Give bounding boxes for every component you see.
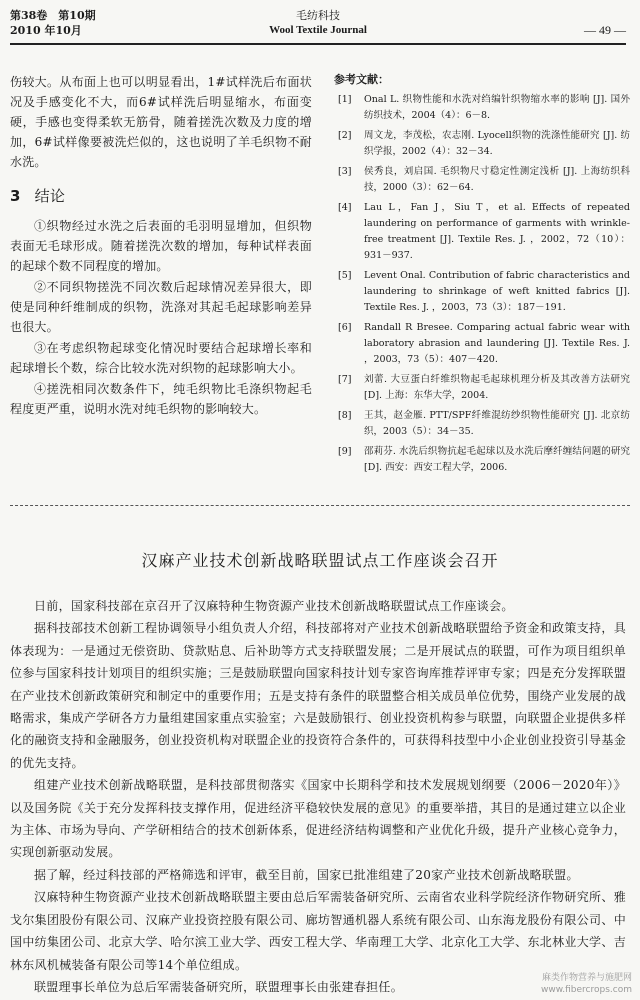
reference-item [334, 92, 630, 124]
reference-item [334, 200, 630, 264]
section-number: 3 [10, 187, 21, 205]
header-rule [10, 43, 626, 45]
reference-number: [6] [338, 322, 352, 333]
journal-name [10, 8, 626, 38]
reference-text: Randall R Bresee. Comparing actual fabric wear with laboratory abrasion and laundering [J]. Textile Res. J. ，2003，73（5）：407－420. [364, 322, 630, 365]
news-paragraph: 联盟理事长单位为总后军需装备研究所，联盟理事长由张建春担任。 [34, 979, 404, 994]
news-paragraph: 汉麻特种生物资源产业技术创新战略联盟主要由总后军需装备研究所、云南省农业科学院经济作物研究所、雅戈尔集团股份有限公司、汉麻产业投资控股有限公司、廊坊智通机器人系统有限公司、山东海龙股份有限公司、中国中纺集团公司、北京大学、哈尔滨工业大学、西安工程大学、华南理工大学、北京化工大学、东北林业大学、吉林东风机械装备有限公司等14个单位组成。 [10, 890, 626, 972]
watermark-line: www.fibercrops.com [541, 985, 632, 995]
news-paragraph: 日前，国家科技部在京召开了汉麻特种生物资源产业技术创新战略联盟试点工作座谈会。 [34, 599, 514, 613]
reference-number: [7] [338, 374, 352, 385]
reference-text: Lau L，Fan J，Siu T，et al. Effects of repeated laundering on performance of garments with wrinkle-free treatment [J]. Textile Res. J. ，2002，72（10）：931－937. [364, 202, 630, 261]
reference-text: 侯秀良，刘启国. 毛织物尺寸稳定性测定浅析 [J]. 上海纺织科技，2000（3）：62－64. [364, 166, 630, 193]
reference-item [334, 320, 630, 368]
reference-item [334, 408, 630, 440]
reference-item [334, 128, 630, 160]
reference-number: [3] [338, 166, 352, 177]
conclusion-item: ②不同织物搓洗不同次数后起球情况差异很大，即使是同种纤维制成的织物，洗涤对其起毛起球影响差异也很大。 [10, 280, 312, 334]
reference-text: 周文龙，李茂松，农志刚. Lyocell织物的洗涤性能研究 [J]. 纺织学报，2002（4）：32－34. [364, 130, 630, 157]
reference-number: [4] [338, 202, 352, 213]
section-heading [10, 186, 312, 206]
news-title: 汉麻产业技术创新战略联盟试点工作座谈会召开 [141, 551, 499, 570]
left-column [10, 72, 312, 420]
reference-number: [9] [338, 446, 352, 457]
reference-number: [8] [338, 410, 352, 421]
conclusion-item: ①织物经过水洗之后表面的毛羽明显增加，但织物表面无毛球形成。随着搓洗次数的增加，每种试样表面的起球个数不同程度的增加。 [10, 219, 312, 273]
section-title: 结论 [34, 187, 66, 205]
intro-paragraph: 伤较大。从布面上也可以明显看出，1#试样洗后布面状况及手感变化不大，而6#试样洗后明显缩水，布面变硬，手感也变得柔软无筋骨，随着搓洗次数及力度的增加，6#试样像要被洗烂似的，这也说明了羊毛织物不耐水洗。 [10, 75, 312, 169]
conclusion-item: ③在考虑织物起球变化情况时要结合起球增长率和起球增长个数，综合比较水洗对织物的起球影响大小。 [10, 341, 312, 375]
references-title: 参考文献： [334, 73, 389, 86]
page-header [10, 6, 626, 58]
reference-text: Onal L. 织物性能和水洗对绉编针织物缩水率的影响 [J]. 国外纺织技术，2004（4）：6－8. [364, 94, 630, 121]
news-body [10, 595, 626, 998]
volume-issue: 第38卷 第10期 [10, 9, 96, 22]
reference-item [334, 372, 630, 404]
journal-name-cn: 毛纺科技 [296, 9, 340, 22]
reference-number: [1] [338, 94, 352, 105]
reference-number: [2] [338, 130, 352, 141]
conclusion-item: ④搓洗相同次数条件下，纯毛织物比毛涤织物起毛程度更严重，说明水洗对纯毛织物的影响较大。 [10, 382, 312, 416]
reference-text: 邵莉芬. 水洗后织物抗起毛起球以及水洗后摩纤缠结问题的研究 [D]. 西安：西安工程大学，2006. [364, 446, 630, 473]
news-paragraph: 据科技部技术创新工程协调领导小组负责人介绍，科技部将对产业技术创新战略联盟给予资金和政策支持，具体表现为：一是通过无偿资助、贷款贴息、后补助等方式支持联盟发展；二是开展试点的联盟，可作为项目组织单位参与国家科技计划项目的组织实施；三是鼓励联盟向国家科技计划专家咨询库推荐评审专家；四是充分发挥联盟在产业技术创新政策研究和制定中的重要作用；五是支持有条件的联盟整合相关成员单位优势，围绕产业发展的战略需求，集成产学研各方力量组建国家重点实验室；六是鼓励银行、创业投资机构参与联盟，向联盟企业提供多样化的融资支持和金融服务，创业投资机构对联盟企业的投资符合条件的，可获得科技型中小企业创业投资引导基金的优先支持。 [10, 621, 626, 770]
reference-text: 刘蕾. 大豆蛋白纤维织物起毛起球机理分析及其改善方法研究 [D]. 上海：东华大学，2004. [364, 374, 630, 401]
reference-item [334, 268, 630, 316]
references-column [334, 72, 630, 480]
section-divider [10, 505, 630, 506]
watermark-line: 麻类作物营养与施肥网 [541, 973, 632, 983]
reference-number: [5] [338, 270, 352, 281]
reference-text: 王其，赵金雁. PTT/SPF纤维混纺纱织物性能研究 [J]. 北京纺织，2003（5）：34－35. [364, 410, 630, 437]
journal-name-en: Wool Textile Journal [269, 24, 367, 36]
reference-text: Levent Onal. Contribution of fabric characteristics and laundering to shrinkage of weft knitted fabrics [J]. Textile Res. J. ，2003，73（3）：187－191. [364, 270, 630, 313]
reference-item [334, 444, 630, 476]
news-paragraph: 组建产业技术创新战略联盟，是科技部贯彻落实《国家中长期科学和技术发展规划纲要（2006－2020年）》以及国务院《关于充分发挥科技支撑作用，促进经济平稳较快发展的意见》的重要举措，其目的是通过建立以企业为主体、市场为导向、产学研相结合的技术创新体系，促进经济结构调整和产业优化升级，提升产业核心竞争力，实现创新驱动发展。 [10, 778, 626, 860]
news-paragraph: 据了解，经过科技部的严格筛选和评审，截至目前，国家已批准组建了20家产业技术创新战略联盟。 [34, 867, 579, 882]
page-number: — 49 — [584, 23, 626, 37]
issue-date: 2010 年10月 [10, 24, 82, 37]
reference-item [334, 164, 630, 196]
site-watermark [541, 972, 632, 996]
